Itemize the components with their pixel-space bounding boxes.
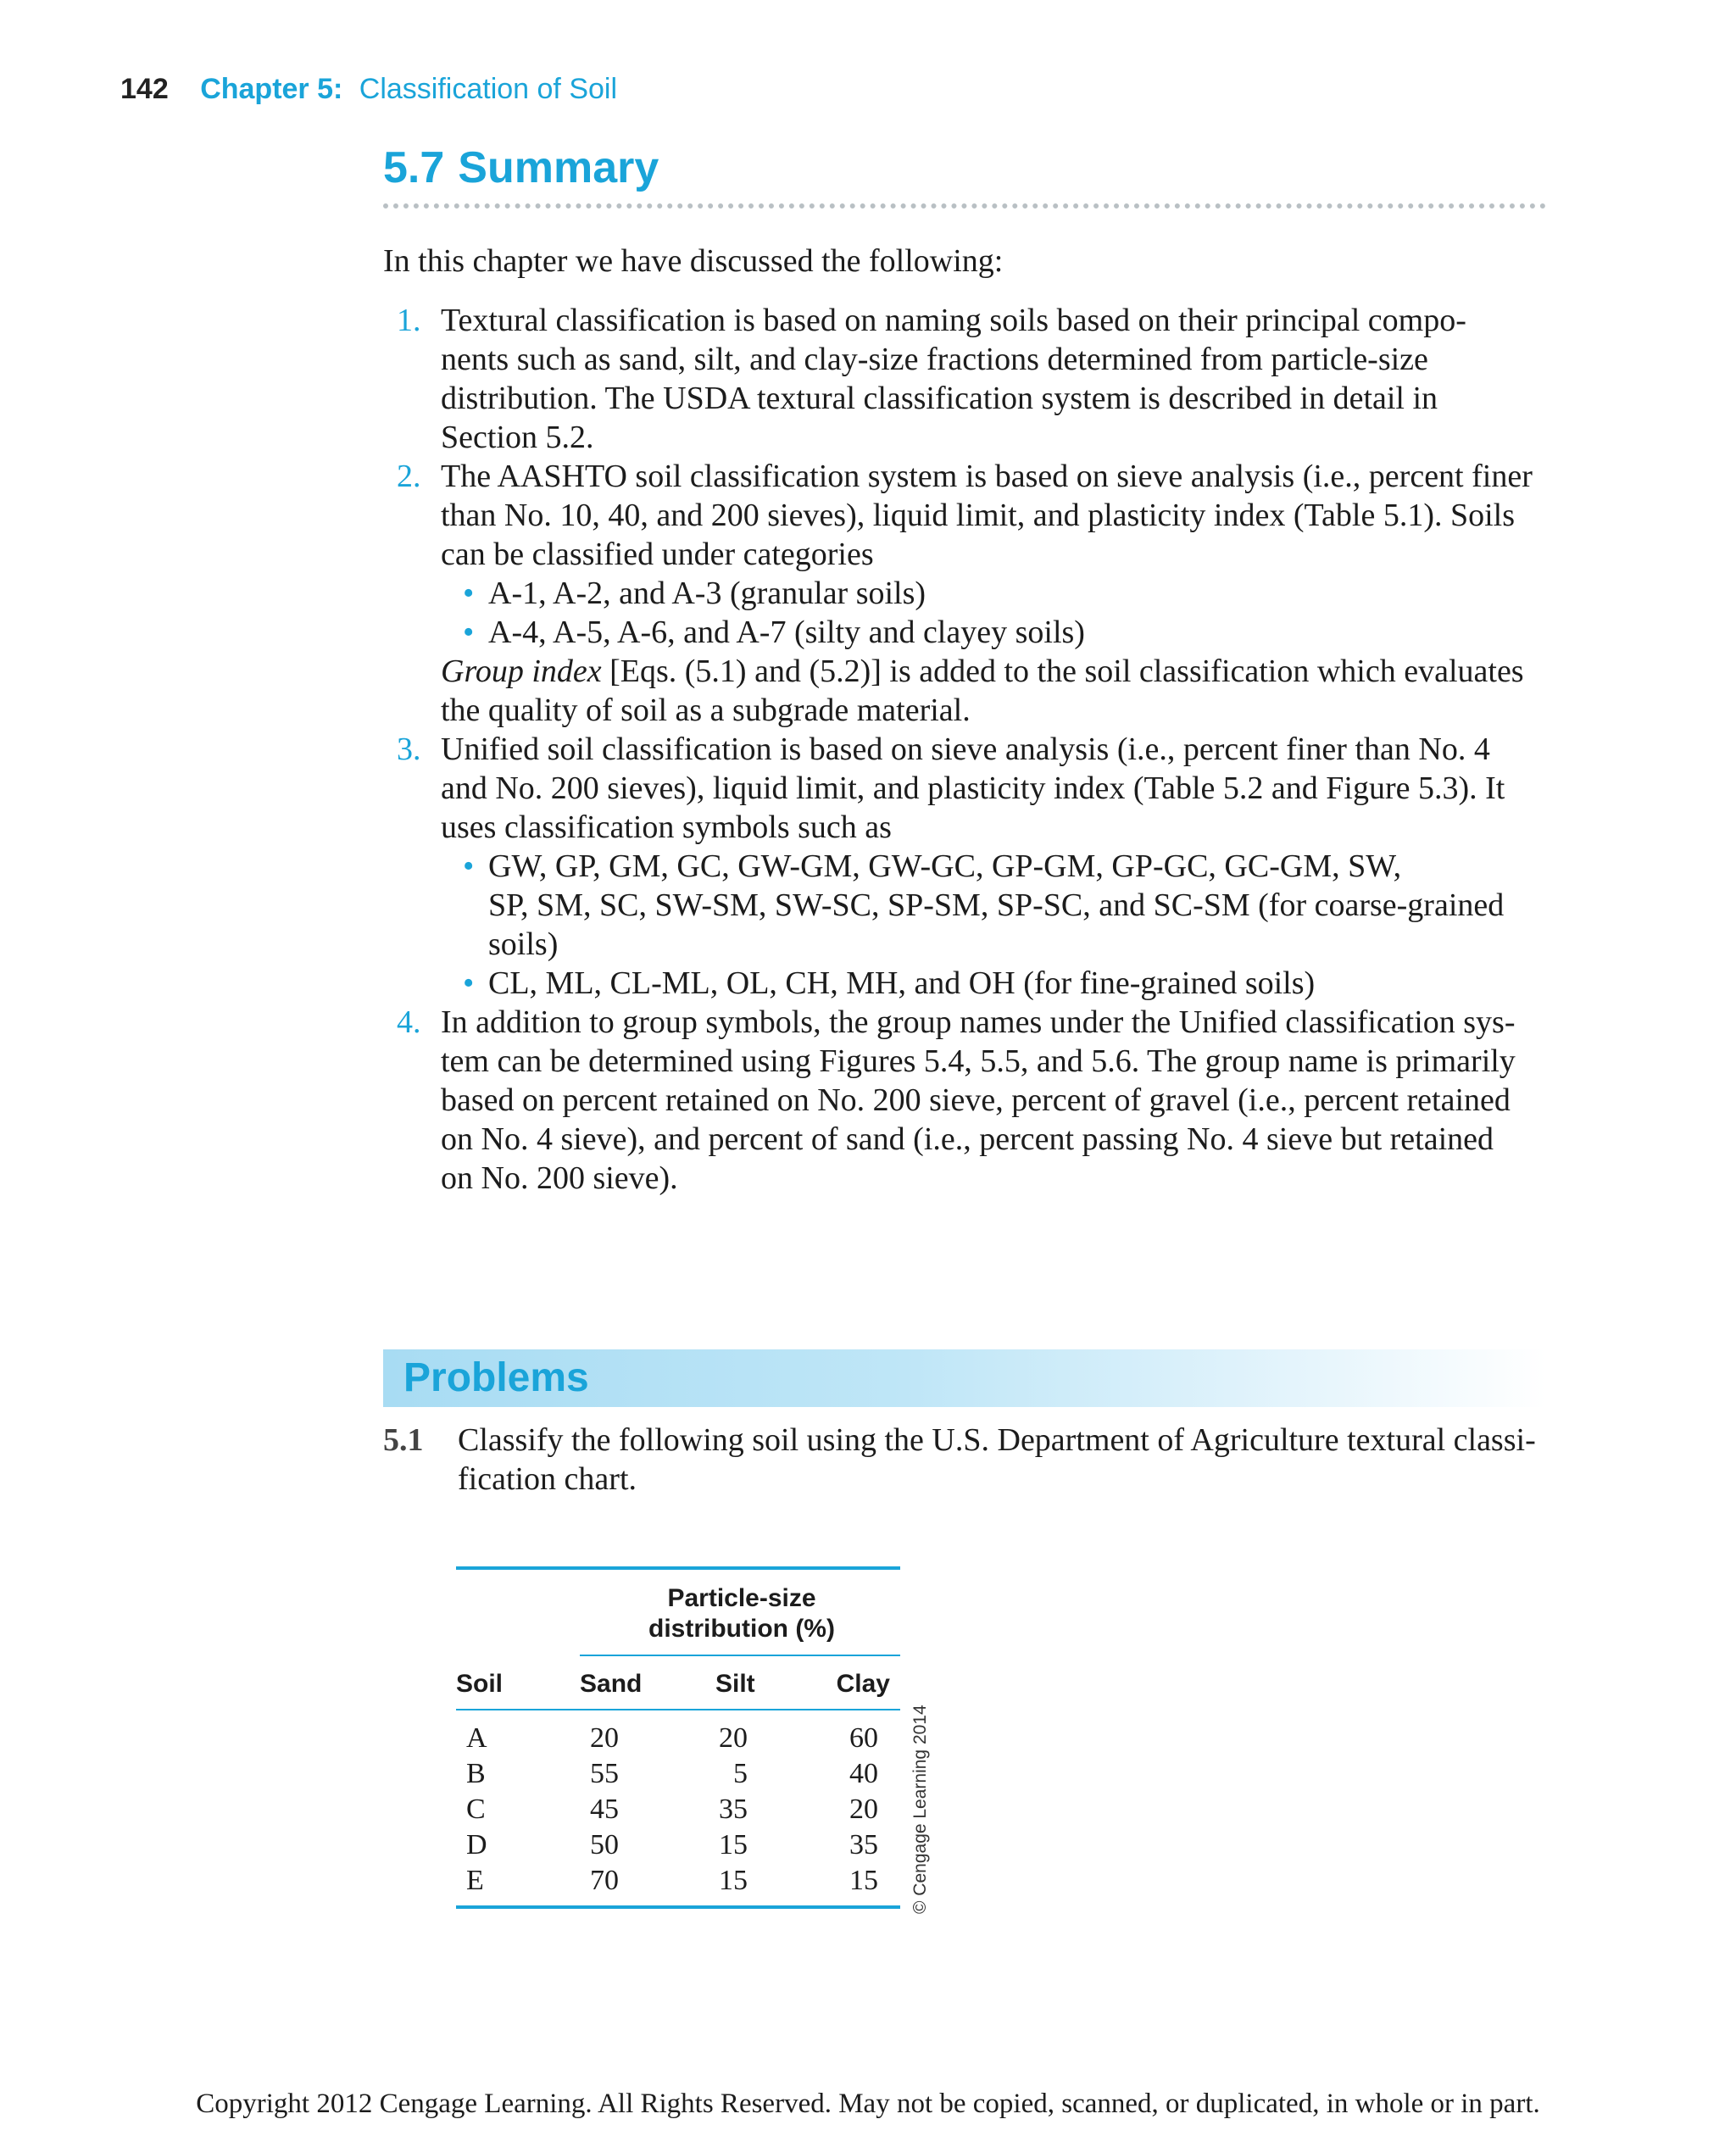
cell-soil: D bbox=[466, 1829, 487, 1861]
item-number: 2. bbox=[397, 459, 421, 494]
text-line: based on percent retained on No. 200 sieve, percent of gravel (i.e., percent retained bbox=[441, 1082, 1511, 1118]
cell-soil: C bbox=[466, 1794, 486, 1825]
chapter-label: Chapter 5: bbox=[200, 73, 343, 105]
text-line: fication chart. bbox=[458, 1461, 637, 1497]
section-heading bbox=[383, 142, 659, 193]
text-line: Section 5.2. bbox=[441, 420, 594, 455]
text-line: Classify the following soil using the U.S. Department of Agriculture textural classi- bbox=[458, 1422, 1536, 1458]
chapter-title: Classification of Soil bbox=[359, 73, 618, 105]
summary-item-1 bbox=[383, 301, 1553, 457]
cell-soil: A bbox=[466, 1722, 487, 1754]
text-line: distribution. The USDA textural classification system is described in detail in bbox=[441, 381, 1438, 416]
cell-silt: 15 bbox=[719, 1865, 748, 1896]
text-line: The AASHTO soil classification system is based on sieve analysis (i.e., percent finer bbox=[441, 459, 1533, 494]
cell-silt: 20 bbox=[719, 1722, 748, 1754]
cell-soil: E bbox=[466, 1865, 484, 1896]
column-header-soil: Soil bbox=[456, 1670, 504, 1698]
text-line: CL, ML, CL-ML, OL, CH, MH, and OH (for fine-grained soils) bbox=[488, 965, 1316, 1001]
table-bottom-rule bbox=[456, 1905, 900, 1909]
summary-item-4 bbox=[383, 1003, 1553, 1198]
text-line: Textural classification is based on naming soils based on their principal compo- bbox=[441, 303, 1466, 338]
dotted-divider bbox=[383, 203, 1546, 209]
text-line: Unified soil classification is based on sieve analysis (i.e., percent finer than No. 4 bbox=[441, 731, 1490, 767]
problem-number: 5.1 bbox=[383, 1422, 424, 1458]
cell-sand: 50 bbox=[590, 1829, 619, 1861]
cell-clay: 40 bbox=[849, 1758, 878, 1789]
text-line: A-4, A-5, A-6, and A-7 (silty and clayey soils) bbox=[488, 615, 1085, 650]
bullet-icon: • bbox=[463, 576, 475, 611]
bullet-icon: • bbox=[463, 848, 475, 884]
bullet-item bbox=[441, 613, 1553, 652]
table-row bbox=[456, 1863, 900, 1899]
cell-silt: 15 bbox=[719, 1829, 748, 1861]
text-line: can be classified under categories bbox=[441, 537, 874, 572]
group-header-line: distribution (%) bbox=[648, 1615, 835, 1643]
cell-sand: 70 bbox=[590, 1865, 619, 1896]
summary-item-3 bbox=[383, 730, 1553, 1003]
bullet-icon: • bbox=[463, 615, 475, 650]
cell-sand: 55 bbox=[590, 1758, 619, 1789]
section-title: Summary bbox=[458, 143, 659, 192]
text-line: SP, SM, SC, SW-SM, SW-SC, SP-SM, SP-SC, and SC-SM (for coarse-grained bbox=[488, 887, 1505, 923]
bullet-item bbox=[441, 574, 1553, 613]
text-line: uses classification symbols such as bbox=[441, 809, 892, 845]
table-row bbox=[456, 1792, 900, 1827]
text-line: and No. 200 sieves), liquid limit, and plasticity index (Table 5.2 and Figure 5.3). It bbox=[441, 770, 1505, 806]
problems-header-bar bbox=[383, 1349, 1546, 1407]
group-header-line: Particle-size bbox=[667, 1584, 816, 1612]
running-head bbox=[120, 73, 617, 106]
header-rule bbox=[456, 1709, 900, 1710]
bullet-item bbox=[441, 847, 1553, 964]
text-line: tem can be determined using Figures 5.4, 5.5, and 5.6. The group name is primarily bbox=[441, 1043, 1516, 1079]
text-line: GW, GP, GM, GC, GW-GM, GW-GC, GP-GM, GP-GC, GC-GM, SW, bbox=[488, 848, 1402, 884]
text-line: on No. 200 sieve). bbox=[441, 1160, 678, 1196]
problem-text bbox=[383, 1421, 1553, 1499]
section-number: 5.7 bbox=[383, 143, 445, 192]
group-index-term: Group index bbox=[441, 654, 602, 689]
column-header-clay: Clay bbox=[836, 1670, 890, 1698]
table-row bbox=[456, 1756, 900, 1792]
cell-sand: 45 bbox=[590, 1794, 619, 1825]
table-row bbox=[456, 1721, 900, 1756]
text-line: A-1, A-2, and A-3 (granular soils) bbox=[488, 576, 926, 611]
bullet-icon: • bbox=[463, 965, 475, 1001]
cell-silt: 5 bbox=[733, 1758, 748, 1789]
group-header bbox=[583, 1583, 900, 1644]
text-line: on No. 4 sieve), and percent of sand (i.e., percent passing No. 4 sieve but retained bbox=[441, 1121, 1494, 1157]
group-header-rule bbox=[580, 1655, 900, 1656]
table-row bbox=[456, 1827, 900, 1863]
cell-clay: 60 bbox=[849, 1722, 878, 1754]
text-line: In addition to group symbols, the group names under the Unified classification sys- bbox=[441, 1004, 1516, 1040]
copyright-footer: Copyright 2012 Cengage Learning. All Rights Reserved. May not be copied, scanned, or duplicated, in whole or in part. bbox=[196, 2089, 1540, 2119]
text-line: than No. 10, 40, and 200 sieves), liquid limit, and plasticity index (Table 5.1). Soils bbox=[441, 498, 1516, 533]
text-line: the quality of soil as a subgrade material. bbox=[441, 692, 971, 728]
text-fragment: [Eqs. (5.1) and (5.2)] is added to the soil classification which evaluates bbox=[601, 654, 1524, 689]
cell-clay: 35 bbox=[849, 1829, 878, 1861]
cell-soil: B bbox=[466, 1758, 486, 1789]
cell-clay: 15 bbox=[849, 1865, 878, 1896]
problem-5-1 bbox=[383, 1421, 1553, 1499]
table-top-rule bbox=[456, 1566, 900, 1570]
column-header-sand: Sand bbox=[580, 1670, 643, 1698]
column-header-silt: Silt bbox=[715, 1670, 755, 1698]
bullet-item bbox=[441, 964, 1553, 1003]
text-line: nents such as sand, silt, and clay-size fractions determined from particle-size bbox=[441, 342, 1428, 377]
cell-sand: 20 bbox=[590, 1722, 619, 1754]
item-number: 3. bbox=[397, 731, 421, 767]
problems-title: Problems bbox=[403, 1355, 589, 1400]
image-credit: © Cengage Learning 2014 bbox=[910, 1705, 930, 1914]
table-body bbox=[456, 1721, 900, 1899]
item-number: 4. bbox=[397, 1004, 421, 1040]
summary-item-2 bbox=[383, 457, 1553, 730]
intro-text: In this chapter we have discussed the following: bbox=[383, 243, 1004, 279]
text-line: soils) bbox=[488, 926, 559, 962]
cell-clay: 20 bbox=[849, 1794, 878, 1825]
item-number: 1. bbox=[397, 303, 421, 338]
text-line bbox=[441, 652, 1553, 691]
cell-silt: 35 bbox=[719, 1794, 748, 1825]
page-number: 142 bbox=[120, 73, 169, 105]
summary-list bbox=[383, 301, 1553, 1198]
